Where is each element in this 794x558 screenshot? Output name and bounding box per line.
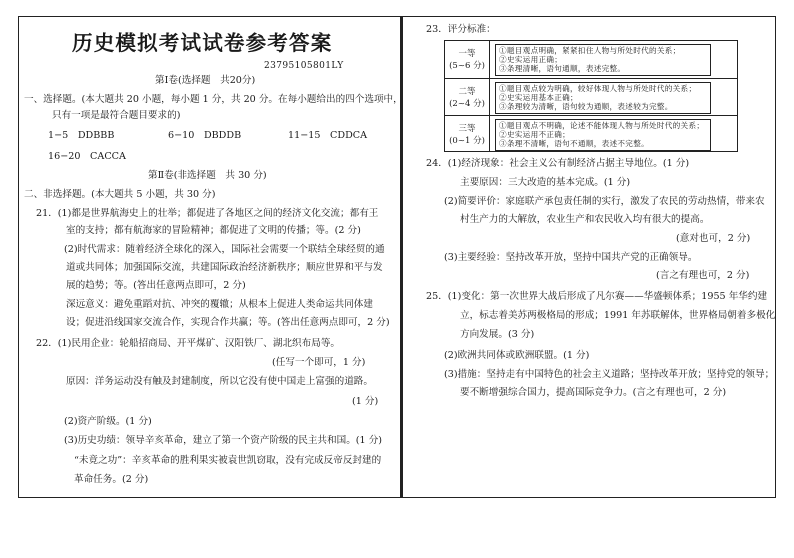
grade-name: 一等	[458, 49, 476, 59]
q23-heading: 23．评分标准：	[426, 24, 496, 35]
grading-table	[444, 40, 738, 152]
document-title: 历史模拟考试试卷参考答案	[72, 31, 333, 55]
q24-line: 24．(1)经济现象：社会主义公有制经济占据主导地位。(1 分)	[426, 158, 690, 169]
q21-line: 设；促进沿线国家交流合作，实现合作共赢；等。(答出任意两点即可，2 分)	[66, 317, 390, 328]
q24-line: 主要原因：三大改造的基本完成。(1 分)	[460, 177, 631, 188]
q25-line: 方向发展。(3 分)	[460, 329, 535, 340]
grade-label	[445, 40, 490, 80]
grade-criterion: ②史实运用正确；	[499, 55, 563, 64]
grade-range: (0~1 分)	[449, 136, 485, 146]
q22-line: (3)历史功绩：领导辛亥革命，建立了第一个资产阶级的民主共和国。(1 分)	[64, 435, 383, 446]
q24-line: (2)简要评价：家庭联产承包责任制的实行，激发了农民的劳动热情，带来农	[444, 196, 765, 207]
answers-16-20: 16−20 CACCA	[48, 151, 126, 162]
answers-11-15: 11−15 CDDCA	[288, 130, 368, 141]
grade-name: 二等	[458, 87, 476, 97]
q24-line: (3)主要经验：坚持改革开放，坚持中国共产党的正确领导。	[444, 252, 698, 263]
q21-line: 深远意义：避免重蹈对抗、冲突的覆辙；从根本上促进人类命运共同体建	[66, 299, 373, 310]
q21-line: 室的支持；都有航海家的冒险精神；都促进了文明的传播；等。(2 分)	[66, 225, 361, 236]
grade-row-3	[445, 115, 737, 152]
answers-1-5: 1−5 DDBBB	[48, 130, 115, 141]
q24-line: (言之有理也可，2 分)	[656, 270, 750, 281]
part1-heading: 第Ⅰ卷(选择题 共20分)	[155, 75, 256, 86]
q22-line: 原因：洋务运动没有触及封建制度，所以它没有使中国走上富强的道路。	[66, 376, 373, 387]
q22-line: (1 分)	[352, 396, 379, 407]
q22-line: 革命任务。(2 分)	[74, 474, 149, 485]
grade-criterion: ①题目观点明确，紧紧扣住人物与所处时代的关系；	[499, 46, 681, 55]
grade-criterion: ③条理不清晰，语句不通顺，表述不完整。	[499, 139, 649, 148]
column-divider	[400, 16, 403, 498]
grade-criteria-box	[495, 119, 711, 151]
q24-line: 村生产力的大解放，农业生产和农民收入均有很大的提高。	[460, 214, 710, 225]
q22-line: 22．(1)民用企业：轮船招商局、开平煤矿、汉阳铁厂、湖北织布局等。	[36, 338, 341, 349]
q21-line: 展的趋势；等。(答出任意两点即可，2 分)	[66, 280, 246, 291]
section2-instructions: 二、非选择题。(本大题共 5 小题，共 30 分)	[24, 189, 216, 200]
q22-line: (任写一个即可，1 分)	[272, 357, 366, 368]
part2-heading: 第Ⅱ卷(非选择题 共 30 分)	[148, 170, 267, 181]
q24-line: (意对也可，2 分)	[676, 233, 751, 244]
grade-row-2	[445, 78, 737, 116]
section1-instructions-line1: 一、选择题。(本大题共 20 小题，每小题 1 分，共 20 分。在每小题给出的四个选项中，	[24, 94, 403, 105]
document-code: 23795105801LY	[264, 61, 344, 71]
grade-range: (5~6 分)	[449, 61, 485, 71]
q25-line: 立，标志着美苏两极格局的形成；1991 年苏联解体，世界格局朝着多极化	[460, 310, 776, 321]
grade-label	[445, 79, 490, 116]
grade-range: (2~4 分)	[449, 99, 485, 109]
grade-name: 三等	[458, 124, 476, 134]
grade-criteria-box	[495, 44, 711, 76]
grade-criterion: ③条理清晰，语句通顺，表述完整。	[499, 64, 626, 73]
q21-line: 道或共同体；加强国际交流，共建国际政治经济新秩序；顺应世界和平与发	[66, 262, 383, 273]
section1-instructions-line2: 只有一项是最符合题目要求的)	[52, 110, 181, 121]
q25-line: 25．(1)变化：第一次世界大战后形成了凡尔赛——华盛顿体系；1955 年华约建	[426, 291, 768, 302]
q22-line: (2)资产阶级。(1 分)	[64, 416, 152, 427]
grade-criteria-box	[495, 82, 711, 114]
grade-row-1	[445, 40, 737, 80]
answers-6-10: 6−10 DBDDB	[168, 130, 242, 141]
grade-criterion: ②史实运用不正确；	[499, 130, 571, 139]
q21-line: (2)时代需求：随着经济全球化的深入，国际社会需要一个联结全球经贸的通	[64, 244, 385, 255]
q25-line: 要不断增强综合国力，提高国际竞争力。(言之有理也可，2 分)	[460, 387, 727, 398]
q22-line: “未竟之功”：辛亥革命的胜利果实被袁世凯窃取，没有完成反帝反封建的	[74, 455, 382, 466]
grade-criterion: ①题目观点较为明确，较好体现人物与所处时代的关系；	[499, 84, 697, 93]
grade-label	[445, 116, 490, 152]
q25-line: (2)欧洲共同体或欧洲联盟。(1 分)	[444, 350, 590, 361]
q21-line: 21．(1)都是世界航海史上的壮举；都促进了各地区之间的经济文化交流；都有王	[36, 208, 379, 219]
grade-criterion: ②史实运用基本正确；	[499, 93, 578, 102]
grade-criterion: ③条理较为清晰，语句较为通顺，表述较为完整。	[499, 102, 673, 111]
q25-line: (3)措施：坚持走有中国特色的社会主义道路；坚持改革开放；坚持党的领导；	[444, 369, 775, 380]
grade-criterion: ①题目观点不明确，论述不能体现人物与所处时代的关系；	[499, 121, 705, 130]
